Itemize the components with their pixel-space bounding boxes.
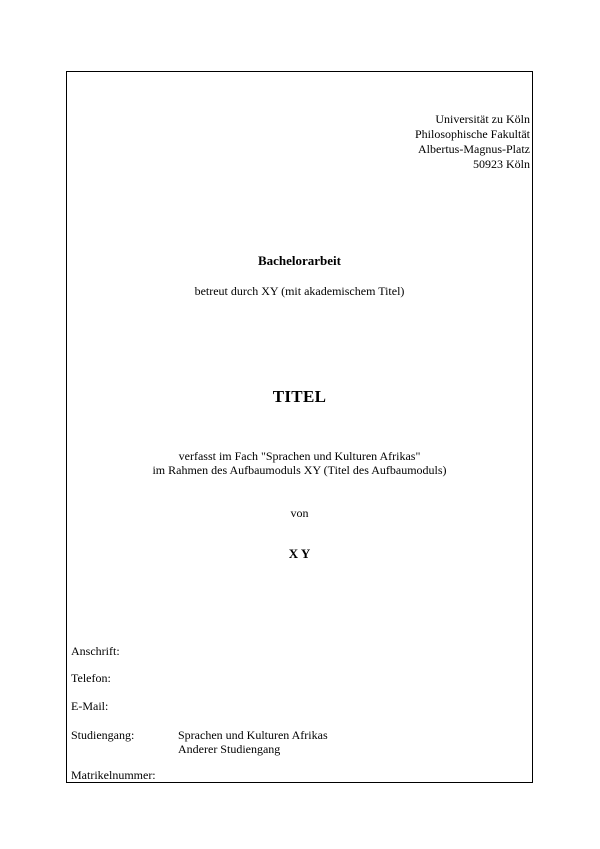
email-label: E-Mail: — [71, 699, 109, 713]
phone-label: Telefon: — [71, 671, 111, 685]
matriculation-number-label: Matrikelnummer: — [71, 768, 156, 782]
university-address-block — [415, 112, 530, 172]
thesis-context-block — [66, 449, 533, 477]
author-name: X Y — [288, 546, 311, 561]
supervisor-line: betreut durch XY (mit akademischem Titel) — [194, 284, 405, 298]
thesis-title: TITEL — [272, 387, 327, 406]
thesis-type-heading: Bachelorarbeit — [257, 253, 342, 268]
subject-line: verfasst im Fach "Sprachen und Kulturen Afrikas" — [178, 449, 421, 463]
faculty-name: Philosophische Fakultät — [415, 127, 530, 141]
university-name: Universität zu Köln — [435, 112, 530, 126]
study-program-label: Studiengang: — [71, 728, 135, 742]
street-address: Albertus-Magnus-Platz — [418, 142, 530, 156]
address-label: Anschrift: — [71, 644, 120, 658]
study-program-secondary: Anderer Studiengang — [178, 742, 281, 756]
module-line: im Rahmen des Aufbaumoduls XY (Titel des Aufbaumoduls) — [152, 463, 447, 477]
by-label: von — [290, 506, 309, 520]
postal-city: 50923 Köln — [473, 157, 530, 171]
study-program-primary: Sprachen und Kulturen Afrikas — [178, 728, 328, 742]
page-border-frame — [66, 71, 533, 783]
study-program-values — [178, 728, 328, 756]
